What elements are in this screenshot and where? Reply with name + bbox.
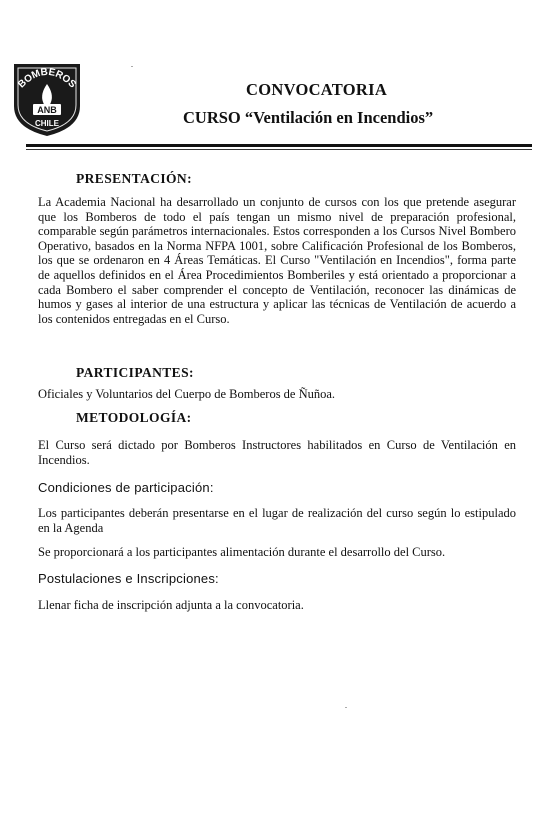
document-title: CONVOCATORIA <box>246 80 388 99</box>
metodologia-heading: METODOLOGÍA: <box>76 410 192 425</box>
document-subtitle: CURSO “Ventilación en Incendios” <box>183 108 434 127</box>
scan-speck <box>131 66 133 67</box>
logo-middle-text: ANB <box>37 105 57 115</box>
scan-speck <box>345 707 347 708</box>
header-rule-thin <box>26 149 532 150</box>
metodologia-body: El Curso será dictado por Bomberos Instructores habilitados en Curso de Ventilación en Incendios. <box>38 438 516 467</box>
logo-top-text: BOMBEROS <box>16 66 78 91</box>
logo-bottom-text: CHILE <box>35 119 59 128</box>
condiciones-heading: Condiciones de participación: <box>38 480 214 495</box>
participantes-body: Oficiales y Voluntarios del Cuerpo de Bomberos de Ñuñoa. <box>38 387 336 401</box>
postulaciones-heading: Postulaciones e Inscripciones: <box>38 571 219 586</box>
header-rule-thick <box>26 144 532 147</box>
condiciones-body-2: Se proporcionará a los participantes alimentación durante el desarrollo del Curso. <box>38 545 446 559</box>
bomberos-anb-chile-logo <box>10 58 84 138</box>
presentacion-body: La Academia Nacional ha desarrollado un conjunto de cursos con los que pretende asegurar que los Bomberos de todo el país tengan un mismo nivel de preparación profesional, comparable según parámetros internacionales. Estos corresponden a los Cursos Nivel Bombero Operativo, basados en la Norma NFPA 1001, sobre Calificación Profesional de los Bomberos, los que se ordenaron en 4 Áreas Temáticas. El Curso "Ventilación en Incendios", forma parte de aquellos definidos en el Área Procedimientos Bomberiles y está orientado a proporcionar a cada Bombero el saber comprender el concepto de Ventilación, reconocer las dinámicas de humos y gases al interior de una estructura y aplicar las técnicas de Ventilación de acuerdo a los contenidos entregadas en el Curso. <box>38 195 516 326</box>
participantes-heading: PARTICIPANTES: <box>76 365 194 380</box>
postulaciones-body: Llenar ficha de inscripción adjunta a la convocatoria. <box>38 598 304 612</box>
condiciones-body-1: Los participantes deberán presentarse en el lugar de realización del curso según lo estipulado en la Agenda <box>38 506 516 535</box>
presentacion-heading: PRESENTACIÓN: <box>76 171 192 186</box>
